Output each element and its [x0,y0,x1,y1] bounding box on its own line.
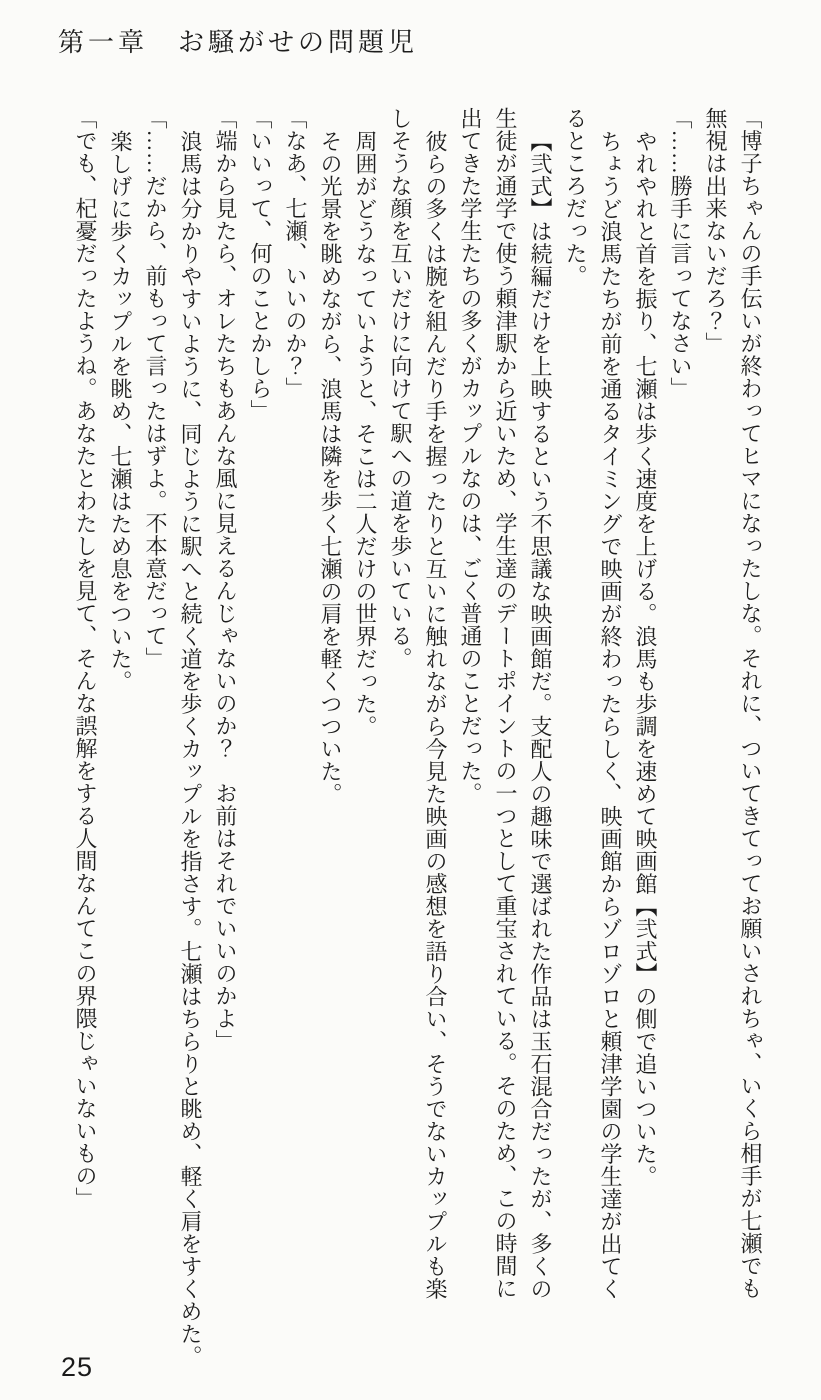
text-column: 「……勝手に言ってなさい」 [668,107,693,400]
text-column: 周囲がどうなっていようと、そこは二人だけの世界だった。 [353,130,378,738]
chapter-header: 第一章 お騒がせの問題児 [58,28,419,57]
text-column: 生徒が通学で使う頼津駅から近いため、学生達のデートポイントの一つとして重宝されている。そのため、この時間に [493,107,518,1300]
text-column: 「いいって、何のことかしら」 [248,107,273,422]
text-column: 「博子ちゃんの手伝いが終わってヒマになったしな。それに、ついてきてってお願いされちゃ、いくら相手が七瀬でも [738,107,763,1300]
text-column: 浪馬は分かりやすいように、同じように駅へと続く道を歩くカップルを指さす。七瀬はちらりと眺め、軽く肩をすくめた。 [178,130,203,1368]
text-column: しそうな顔を互いだけに向けて駅への道を歩いている。 [388,107,413,670]
text-column: 「なあ、七瀬、いいのか？」 [283,107,308,400]
text-column: 「……だから、前もって言ったはずよ。不本意だって」 [143,107,168,670]
text-column: 【弐式】は続編だけを上映するという不思議な映画館だ。支配人の趣味で選ばれた作品は玉石混合だったが、多くの [528,130,553,1300]
text-column: 「でも、杞憂だったようね。あなたとわたしを見て、そんな誤解をする人間なんてこの界隈じゃいないもの」 [73,107,98,1210]
text-column: その光景を眺めながら、浪馬は隣を歩く七瀬の肩を軽くつついた。 [318,130,343,805]
text-column: 出てきた学生たちの多くがカップルなのは、ごく普通のことだった。 [458,107,483,805]
text-column: やれやれと首を振り、七瀬は歩く速度を上げる。浪馬も歩調を速めて映画館【弐式】の側で追いついた。 [633,130,658,1188]
page-number: 25 [61,1352,94,1382]
text-column: 無視は出来ないだろ？」 [703,107,728,355]
text-column: るところだった。 [563,107,588,287]
text-column: 楽しげに歩くカップルを眺め、七瀬はため息をついた。 [108,130,133,693]
text-block [68,107,768,1369]
text-column: ちょうど浪馬たちが前を通るタイミングで映画が終わったらしく、映画館からゾロゾロと頼津学園の学生達が出てく [598,130,623,1300]
text-column: 「端から見たら、オレたちもあんな風に見えるんじゃないのか？ お前はそれでいいのかよ」 [213,107,238,1052]
text-column: 彼らの多くは腕を組んだり手を握ったりと互いに触れながら今見た映画の感想を語り合い、そうでないカップルも楽 [423,130,448,1300]
